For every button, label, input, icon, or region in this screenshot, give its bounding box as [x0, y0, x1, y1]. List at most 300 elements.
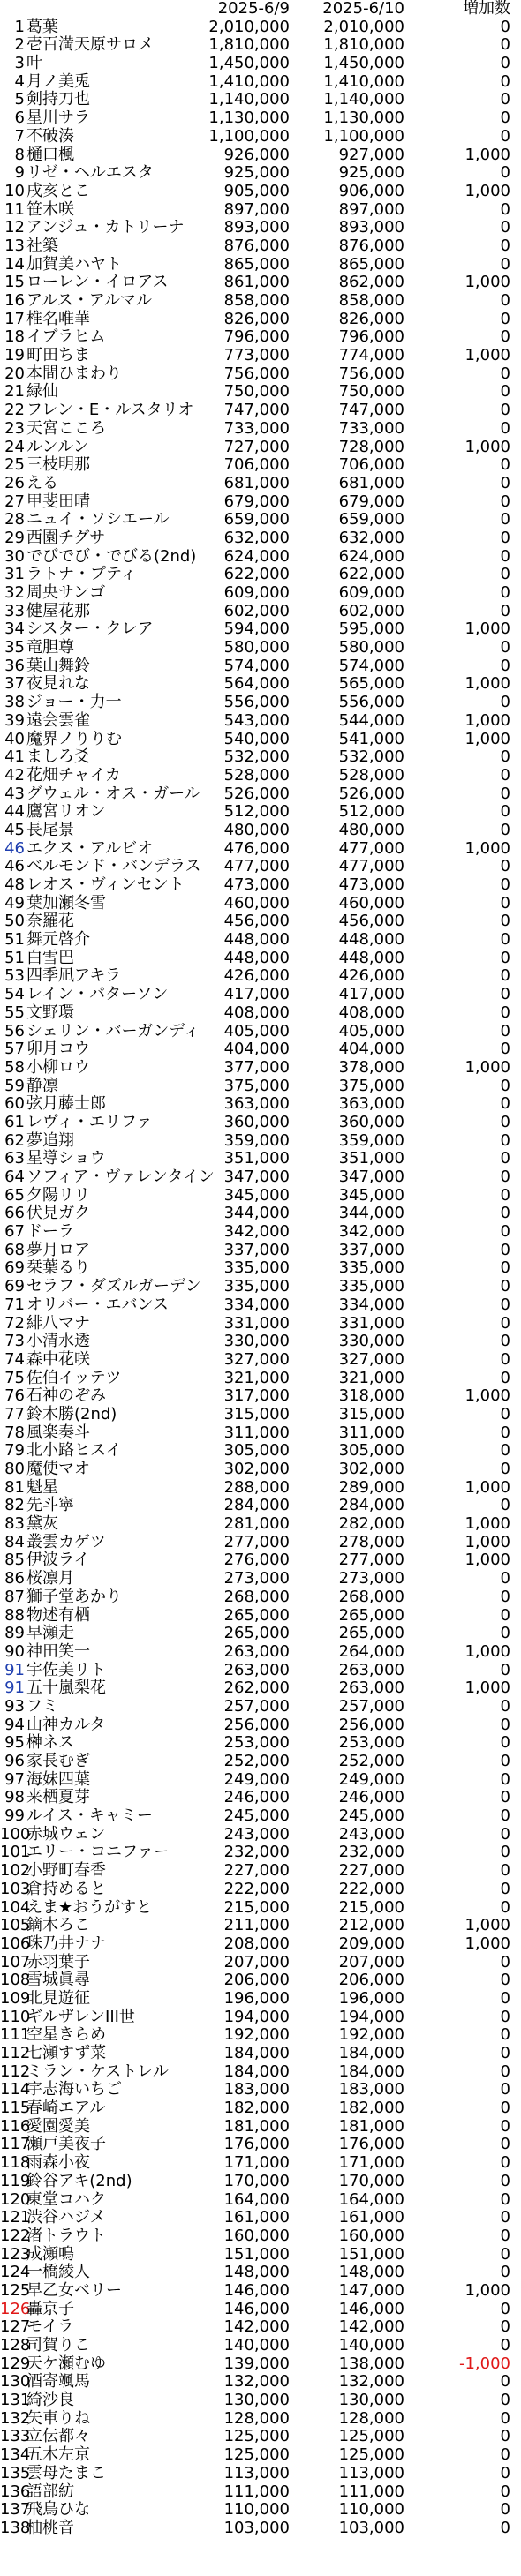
- date1-value-cell: 750,000: [223, 382, 290, 402]
- date2-value-cell: 335,000: [338, 1277, 404, 1296]
- rank-cell: 42: [4, 765, 25, 785]
- rank-cell: 64: [4, 1168, 25, 1186]
- name-cell: 本間ひまわり: [26, 364, 122, 383]
- table-row: [0, 274, 521, 292]
- rank-cell: 96: [4, 1752, 25, 1770]
- diff-cell: 0: [500, 1660, 510, 1679]
- rank-cell: 89: [4, 1624, 25, 1643]
- date1-value-cell: 215,000: [223, 1897, 290, 1917]
- name-cell: 語部紡: [26, 2482, 74, 2501]
- table-row: [0, 420, 521, 439]
- date1-value-cell: 317,000: [223, 1386, 290, 1406]
- table-row: [0, 1187, 521, 1205]
- date1-value-cell: 865,000: [223, 254, 290, 274]
- rank-cell: 137: [0, 2500, 31, 2520]
- date1-value-cell: 111,000: [223, 2482, 290, 2501]
- name-cell: 北小路ヒスイ: [26, 1441, 122, 1461]
- rank-cell: 138: [0, 2518, 31, 2537]
- date2-value-cell: 632,000: [338, 528, 404, 547]
- table-row: [0, 2227, 521, 2246]
- date2-value-cell: 183,000: [338, 2080, 404, 2099]
- name-cell: 愛園愛美: [26, 2116, 90, 2136]
- date1-value-cell: 408,000: [223, 1003, 290, 1022]
- rank-cell: 51: [4, 948, 25, 967]
- rank-cell: 105: [0, 1916, 31, 1935]
- table-row: [0, 548, 521, 567]
- name-cell: 春崎エアル: [26, 2099, 106, 2118]
- rank-cell: 112: [0, 2062, 31, 2081]
- name-cell: 静凛: [26, 1076, 58, 1095]
- table-row: [0, 1461, 521, 1479]
- diff-cell: 0: [500, 2153, 510, 2173]
- name-cell: 戌亥とこ: [26, 181, 90, 200]
- diff-cell: 0: [500, 1971, 510, 1990]
- date1-value-cell: 140,000: [223, 2336, 290, 2354]
- table-row: [0, 1551, 521, 1570]
- date1-value-cell: 405,000: [223, 1021, 290, 1040]
- date1-value-cell: 448,000: [223, 948, 290, 967]
- table-row: [0, 1497, 521, 1515]
- rank-cell: 55: [4, 1003, 25, 1022]
- diff-cell: 1,000: [464, 1057, 510, 1077]
- table-row: [0, 1424, 521, 1443]
- name-cell: 雪城眞尋: [26, 1971, 90, 1990]
- date1-value-cell: 476,000: [223, 838, 290, 858]
- diff-cell: 0: [500, 1715, 510, 1734]
- date2-value-cell: 184,000: [338, 2062, 404, 2081]
- rank-cell: 5: [14, 90, 25, 109]
- rank-cell: 77: [4, 1404, 25, 1423]
- diff-cell: 0: [500, 2044, 510, 2062]
- table-row: [0, 73, 521, 92]
- date2-value-cell: 351,000: [338, 1149, 404, 1168]
- table-header: [0, 0, 521, 19]
- table-row: [0, 2118, 521, 2137]
- table-row: [0, 712, 521, 731]
- date1-value-cell: 161,000: [223, 2208, 290, 2227]
- date1-value-cell: 128,000: [223, 2408, 290, 2428]
- date2-value-cell: 284,000: [338, 1496, 404, 1515]
- date1-value-cell: 265,000: [223, 1605, 290, 1625]
- name-cell: 先斗寧: [26, 1496, 74, 1515]
- rank-cell: 37: [4, 674, 25, 694]
- date2-value-cell: 337,000: [338, 1240, 404, 1259]
- table-row: [0, 183, 521, 201]
- diff-cell: 0: [500, 2025, 510, 2045]
- name-cell: 渚トラウト: [26, 2226, 106, 2245]
- table-row: [0, 1698, 521, 1716]
- diff-cell: 0: [500, 1277, 510, 1296]
- rank-cell: 14: [4, 254, 25, 274]
- date1-value-cell: 344,000: [223, 1204, 290, 1223]
- name-cell: 緋八マナ: [26, 1313, 90, 1333]
- diff-cell: 0: [500, 236, 510, 255]
- rank-cell: 17: [4, 309, 25, 328]
- diff-header: 増加数: [463, 0, 510, 18]
- date2-value-cell: 207,000: [338, 1952, 404, 1971]
- rank-cell: 100: [0, 1824, 31, 1844]
- date2-value-cell: 161,000: [338, 2208, 404, 2227]
- diff-cell: 0: [500, 473, 510, 492]
- date1-value-cell: 207,000: [223, 1952, 290, 1971]
- table-row: [0, 931, 521, 950]
- date1-value-cell: 170,000: [223, 2171, 290, 2190]
- date2-value-cell: 925,000: [338, 163, 404, 183]
- diff-cell: 0: [500, 2372, 510, 2392]
- date1-header: 2025-6/9: [217, 0, 290, 18]
- date1-value-cell: 321,000: [223, 1368, 290, 1387]
- rank-cell: 57: [4, 1040, 25, 1059]
- name-cell: 舞元啓介: [26, 930, 90, 950]
- diff-cell: 0: [500, 2062, 510, 2081]
- rank-cell: 62: [4, 1130, 25, 1150]
- name-cell: 壱百満天原サロメ: [26, 35, 154, 55]
- date1-value-cell: 342,000: [223, 1222, 290, 1242]
- table-row: [0, 1899, 521, 1918]
- name-cell: えま★おうがすと: [26, 1897, 153, 1917]
- diff-cell: 0: [500, 2336, 510, 2354]
- name-cell: 宇志海いちご: [26, 2080, 122, 2099]
- date1-value-cell: 125,000: [223, 2445, 290, 2465]
- rank-cell: 69: [4, 1258, 25, 1278]
- diff-cell: 0: [500, 364, 510, 383]
- date2-value-cell: 263,000: [338, 1660, 404, 1679]
- date1-value-cell: 139,000: [223, 2354, 290, 2373]
- table-row: [0, 146, 521, 165]
- rank-cell: 58: [4, 1057, 25, 1077]
- rank-cell: 128: [0, 2336, 31, 2354]
- date2-value-cell: 334,000: [338, 1295, 404, 1314]
- table-row: [0, 1315, 521, 1333]
- rank-cell: 86: [4, 1569, 25, 1588]
- diff-cell: 0: [500, 163, 510, 183]
- date1-value-cell: 246,000: [223, 1788, 290, 1807]
- table-row: [0, 201, 521, 220]
- name-cell: フレン・E・ルスタリオ: [26, 401, 194, 420]
- date1-value-cell: 404,000: [223, 1040, 290, 1059]
- name-cell: 剣持刀也: [26, 90, 90, 109]
- date2-value-cell: 215,000: [338, 1897, 404, 1917]
- date1-value-cell: 132,000: [223, 2372, 290, 2392]
- diff-cell: 0: [500, 2408, 510, 2428]
- name-cell: 叶: [26, 54, 42, 73]
- date2-value-cell: 609,000: [338, 583, 404, 602]
- date1-value-cell: 632,000: [223, 528, 290, 547]
- date1-value-cell: 925,000: [223, 163, 290, 183]
- rank-cell: 90: [4, 1641, 25, 1661]
- diff-cell: 0: [500, 1258, 510, 1278]
- date2-value-cell: 181,000: [338, 2116, 404, 2136]
- diff-cell: 0: [500, 1988, 510, 2008]
- diff-cell: 0: [500, 802, 510, 822]
- date2-value-cell: 906,000: [338, 181, 404, 200]
- name-cell: 立伝都々: [26, 2427, 90, 2446]
- name-cell: 赤城ウェン: [26, 1824, 106, 1844]
- table-row: [0, 822, 521, 840]
- date2-value-cell: 182,000: [338, 2099, 404, 2118]
- table-row: [0, 785, 521, 804]
- table-row: [0, 1862, 521, 1881]
- table-row: [0, 1990, 521, 2009]
- date2-value-cell: 311,000: [338, 1423, 404, 1442]
- table-row: [0, 1917, 521, 1935]
- name-cell: 黛灰: [26, 1514, 58, 1534]
- table-row: [0, 675, 521, 694]
- date2-value-cell: 750,000: [338, 382, 404, 402]
- diff-cell: 1,000: [464, 1514, 510, 1534]
- date2-value-cell: 192,000: [338, 2025, 404, 2045]
- table-row: [0, 1679, 521, 1698]
- date2-value-cell: 253,000: [338, 1733, 404, 1753]
- rank-cell: 120: [0, 2189, 31, 2209]
- date2-value-cell: 344,000: [338, 1204, 404, 1223]
- name-cell: 轟京子: [26, 2299, 74, 2318]
- date1-value-cell: 532,000: [223, 747, 290, 767]
- name-cell: ニュイ・ソシエール: [26, 510, 170, 529]
- diff-cell: 0: [500, 1295, 510, 1314]
- date2-value-cell: 110,000: [338, 2500, 404, 2520]
- date1-value-cell: 480,000: [223, 820, 290, 839]
- date1-value-cell: 330,000: [223, 1332, 290, 1351]
- diff-cell: 0: [500, 2226, 510, 2245]
- name-cell: 健屋花那: [26, 601, 90, 620]
- table-row: [0, 2173, 521, 2191]
- date2-value-cell: 196,000: [338, 1988, 404, 2008]
- date1-value-cell: 192,000: [223, 2025, 290, 2045]
- date2-value-cell: 426,000: [338, 966, 404, 986]
- date2-value-cell: 249,000: [338, 1769, 404, 1789]
- table-row: [0, 1205, 521, 1223]
- name-cell: 鈴木勝(2nd): [26, 1404, 117, 1423]
- diff-cell: 0: [500, 35, 510, 55]
- rank-cell: 109: [0, 1988, 31, 2008]
- diff-cell: 0: [500, 893, 510, 912]
- diff-cell: 0: [500, 71, 510, 91]
- date2-value-cell: 282,000: [338, 1514, 404, 1534]
- diff-cell: 0: [500, 948, 510, 967]
- rank-cell: 85: [4, 1551, 25, 1570]
- diff-cell: 0: [500, 2518, 510, 2537]
- rank-cell: 131: [0, 2391, 31, 2410]
- rank-cell: 130: [0, 2372, 31, 2392]
- date2-value-cell: 897,000: [338, 199, 404, 219]
- diff-cell: 0: [500, 510, 510, 529]
- name-cell: 樋口楓: [26, 145, 74, 164]
- rank-cell: 83: [4, 1514, 25, 1534]
- date1-value-cell: 160,000: [223, 2226, 290, 2245]
- rank-cell: 32: [4, 583, 25, 602]
- rank-cell: 15: [4, 273, 25, 292]
- rank-cell: 4: [14, 71, 25, 91]
- rank-cell: 93: [4, 1696, 25, 1716]
- diff-cell: 1,000: [464, 181, 510, 200]
- date2-value-cell: 580,000: [338, 638, 404, 657]
- diff-cell: 0: [500, 309, 510, 328]
- date2-value-cell: 359,000: [338, 1130, 404, 1150]
- diff-cell: 1,000: [464, 1477, 510, 1497]
- rank-cell: 16: [4, 291, 25, 310]
- date1-value-cell: 543,000: [223, 710, 290, 730]
- rank-cell: 103: [0, 1879, 31, 1898]
- date2-value-cell: 305,000: [338, 1441, 404, 1461]
- date1-value-cell: 257,000: [223, 1696, 290, 1716]
- name-cell: 魔界ノりりむ: [26, 729, 122, 748]
- name-cell: エクス・アルビオ: [26, 838, 154, 858]
- date2-value-cell: 574,000: [338, 656, 404, 675]
- date1-value-cell: 142,000: [223, 2317, 290, 2337]
- name-cell: 空星きらめ: [26, 2025, 106, 2045]
- table-row: [0, 2154, 521, 2173]
- diff-cell: 0: [500, 2500, 510, 2520]
- diff-cell: 1,000: [464, 145, 510, 164]
- date2-value-cell: 624,000: [338, 546, 404, 566]
- date1-value-cell: 208,000: [223, 1934, 290, 1953]
- table-row: [0, 1734, 521, 1753]
- name-cell: 五十嵐梨花: [26, 1679, 106, 1698]
- diff-cell: 0: [500, 1423, 510, 1442]
- diff-cell: 0: [500, 1040, 510, 1059]
- name-cell: ベルモンド・バンデラス: [26, 857, 201, 876]
- diff-cell: 0: [500, 966, 510, 986]
- date2-value-cell: 347,000: [338, 1168, 404, 1186]
- table-row: [0, 237, 521, 256]
- name-cell: 小野町春香: [26, 1861, 106, 1881]
- date2-value-cell: 232,000: [338, 1843, 404, 1862]
- date1-value-cell: 727,000: [223, 437, 290, 456]
- name-cell: 飛鳥ひな: [26, 2500, 90, 2520]
- diff-cell: 0: [500, 401, 510, 420]
- rank-cell: 60: [4, 1094, 25, 1114]
- diff-cell: 0: [500, 2317, 510, 2337]
- diff-cell: 0: [500, 1806, 510, 1826]
- rank-cell: 33: [4, 601, 25, 620]
- name-cell: 北見遊征: [26, 1988, 90, 2008]
- date1-value-cell: 448,000: [223, 930, 290, 950]
- table-row: [0, 803, 521, 822]
- table-row: [0, 1826, 521, 1844]
- date1-value-cell: 681,000: [223, 473, 290, 492]
- rank-cell: 104: [0, 1897, 31, 1917]
- diff-cell: 0: [500, 656, 510, 675]
- date2-header: 2025-6/10: [322, 0, 404, 18]
- table-row: [0, 1625, 521, 1643]
- date1-value-cell: 1,130,000: [208, 109, 290, 128]
- diff-cell: 0: [500, 985, 510, 1004]
- name-cell: ラトナ・プティ: [26, 565, 137, 584]
- date2-value-cell: 243,000: [338, 1824, 404, 1844]
- date1-value-cell: 151,000: [223, 2244, 290, 2264]
- date2-value-cell: 679,000: [338, 492, 404, 511]
- table-row: [0, 950, 521, 968]
- rank-cell: 99: [4, 1806, 25, 1826]
- date2-value-cell: 194,000: [338, 2007, 404, 2026]
- name-cell: ルンルン: [26, 437, 89, 456]
- rank-cell: 108: [0, 1971, 31, 1990]
- date2-value-cell: 147,000: [338, 2280, 404, 2300]
- date1-value-cell: 417,000: [223, 985, 290, 1004]
- table-row: [0, 511, 521, 529]
- table-row: [0, 2520, 521, 2538]
- date2-value-cell: 335,000: [338, 1258, 404, 1278]
- rank-cell: 53: [4, 966, 25, 986]
- date1-value-cell: 893,000: [223, 218, 290, 237]
- diff-cell: 0: [500, 2391, 510, 2410]
- name-cell: グウェル・オス・ガール: [26, 784, 200, 803]
- date1-value-cell: 256,000: [223, 1715, 290, 1734]
- table-row: [0, 1643, 521, 1662]
- date1-value-cell: 196,000: [223, 1988, 290, 2008]
- name-cell: 七瀬すず菜: [26, 2044, 107, 2062]
- date2-value-cell: 544,000: [338, 710, 404, 730]
- table-row: [0, 2209, 521, 2227]
- rank-cell: 23: [4, 418, 25, 438]
- date1-value-cell: 263,000: [223, 1660, 290, 1679]
- diff-cell: 1,000: [464, 1532, 510, 1551]
- table-row: [0, 1442, 521, 1461]
- date2-value-cell: 826,000: [338, 309, 404, 328]
- date2-value-cell: 473,000: [338, 875, 404, 894]
- table-row: [0, 1296, 521, 1315]
- date1-value-cell: 315,000: [223, 1404, 290, 1423]
- table-row: [0, 1351, 521, 1370]
- date1-value-cell: 375,000: [223, 1076, 290, 1095]
- table-row: [0, 2355, 521, 2374]
- rank-cell: 126: [0, 2299, 31, 2318]
- rank-cell: 76: [4, 1386, 25, 1406]
- diff-cell: 0: [500, 1240, 510, 1259]
- rank-cell: 95: [4, 1733, 25, 1753]
- rank-cell: 63: [4, 1149, 25, 1168]
- diff-cell: 0: [500, 126, 510, 146]
- diff-cell: 0: [500, 1130, 510, 1150]
- name-cell: 葉山舞鈴: [26, 656, 90, 675]
- date1-value-cell: 1,810,000: [208, 35, 290, 55]
- date1-value-cell: 184,000: [223, 2044, 290, 2062]
- name-cell: 葛葉: [26, 17, 58, 36]
- table-row: [0, 1844, 521, 1862]
- name-cell: 山神カルタ: [26, 1715, 106, 1734]
- table-row: [0, 1771, 521, 1790]
- table-row: [0, 365, 521, 384]
- rank-cell: 136: [0, 2482, 31, 2501]
- table-row: [0, 2099, 521, 2118]
- date1-value-cell: 146,000: [223, 2280, 290, 2300]
- date1-value-cell: 125,000: [223, 2427, 290, 2446]
- date2-value-cell: 528,000: [338, 765, 404, 785]
- table-row: [0, 2446, 521, 2465]
- name-cell: エリー・コニファー: [26, 1843, 170, 1862]
- diff-cell: 0: [500, 1879, 510, 1898]
- rank-cell: 71: [4, 1295, 25, 1314]
- name-cell: ルイス・キャミー: [26, 1806, 153, 1826]
- rank-cell: 94: [4, 1715, 25, 1734]
- date2-value-cell: 315,000: [338, 1404, 404, 1423]
- name-cell: 長尾景: [26, 820, 74, 839]
- rank-cell: 91: [4, 1679, 25, 1698]
- table-row: [0, 876, 521, 895]
- date2-value-cell: 526,000: [338, 784, 404, 803]
- date2-value-cell: 128,000: [338, 2408, 404, 2428]
- rank-cell: 7: [14, 126, 25, 146]
- rank-cell: 1: [14, 17, 25, 36]
- date2-value-cell: 565,000: [338, 674, 404, 694]
- name-cell: ジョー・力一: [26, 693, 122, 712]
- rank-cell: 22: [4, 401, 25, 420]
- table-row: [0, 256, 521, 274]
- rank-cell: 118: [0, 2153, 31, 2173]
- name-cell: 柚桃音: [26, 2518, 74, 2537]
- table-row: [0, 694, 521, 712]
